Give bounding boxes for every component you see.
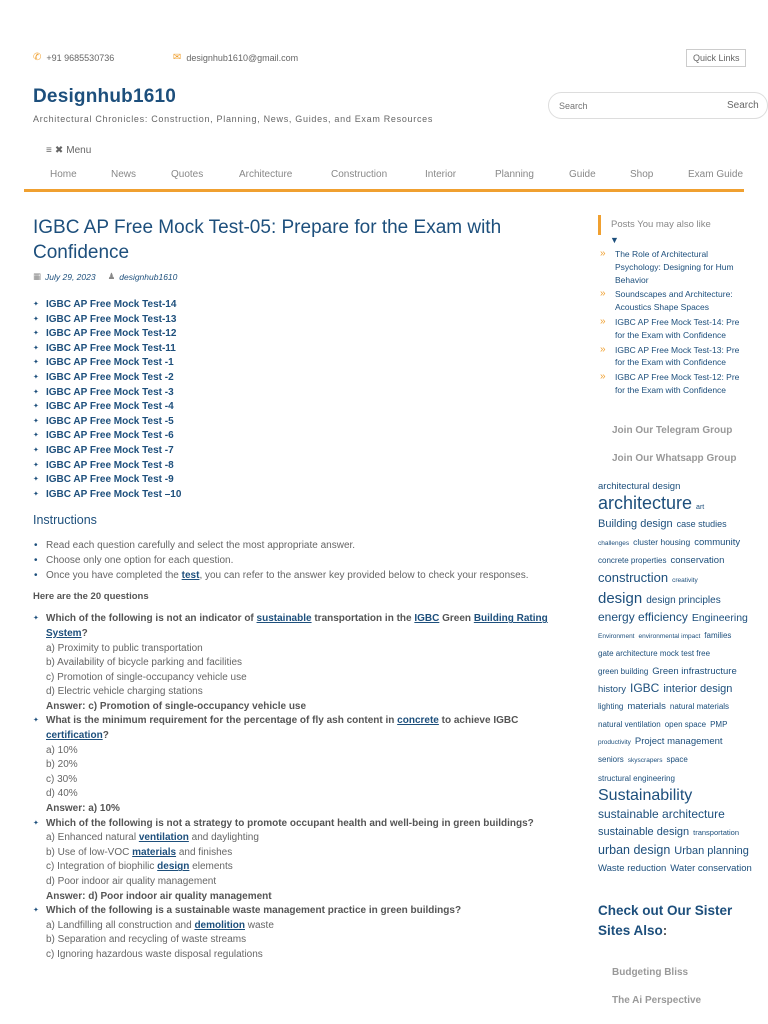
list-item[interactable]: ✦ IGBC AP Free Mock Test-11 — [33, 342, 583, 357]
tag-link[interactable]: Building design — [598, 518, 673, 531]
tag-cloud — [598, 478, 768, 878]
question-text: ✦ What is the minimum requirement for the percentage of fly ash content in concrete to achieve IGBC certification? — [46, 715, 519, 742]
related-post[interactable]: » IGBC AP Free Mock Test-12: Pre for the Exam with Confidence — [598, 371, 768, 397]
option: c) Promotion of single-occupancy vehicle use — [46, 671, 247, 683]
option: a) Enhanced natural ventilation and daylighting — [46, 832, 259, 844]
design-link[interactable]: design — [157, 861, 190, 873]
mail-icon: ✉ — [173, 52, 182, 63]
tag-link[interactable]: concrete properties — [598, 555, 667, 565]
calendar-icon: ▦ — [33, 271, 42, 281]
tag-link[interactable]: community — [694, 536, 741, 548]
question-text: ✦ Which of the following is a sustainable waste management practice in green buildings? — [46, 905, 462, 917]
tag-link[interactable]: construction — [598, 570, 669, 586]
concrete-link[interactable]: concrete — [397, 715, 439, 727]
list-item[interactable]: ✦ IGBC AP Free Mock Test -2 — [33, 371, 583, 386]
tag-link[interactable]: lighting — [598, 702, 624, 712]
post-date[interactable]: July 29, 2023 — [45, 271, 96, 282]
tag-link[interactable]: energy efficiency — [598, 609, 688, 624]
tag-link[interactable]: conservation — [670, 554, 725, 566]
list-item[interactable]: ✦ IGBC AP Free Mock Test-12 — [33, 327, 583, 342]
phone-contact[interactable] — [33, 52, 114, 63]
search-form — [548, 92, 768, 119]
tag-link[interactable]: history — [598, 684, 626, 696]
related-posts-list — [598, 248, 768, 397]
nav-home[interactable]: Home — [50, 169, 77, 180]
related-post[interactable]: » IGBC AP Free Mock Test-13: Pre for the Exam with Confidence — [598, 344, 768, 370]
igbc-link[interactable]: IGBC — [414, 613, 440, 625]
nav-quotes[interactable]: Quotes — [171, 169, 204, 180]
close-icon: ✖ — [54, 145, 64, 156]
tag-link[interactable]: gate architecture mock test free — [598, 649, 711, 659]
tag-link[interactable]: design principles — [646, 594, 721, 606]
tag-link[interactable]: materials — [627, 701, 666, 713]
instruction-item — [33, 568, 583, 583]
instruction-item: • Read each question carefully and select the most appropriate answer. — [33, 538, 583, 553]
tag-link[interactable]: sustainable architecture — [598, 807, 725, 822]
option: b) 20% — [46, 759, 78, 771]
list-item[interactable]: ✦ IGBC AP Free Mock Test -5 — [33, 415, 583, 430]
tag-link[interactable]: Water conservation — [670, 863, 752, 874]
list-item[interactable]: ✦ IGBC AP Free Mock Test-13 — [33, 313, 583, 328]
caret-down-icon: ▼ — [610, 235, 619, 245]
email-address: designhub1610@gmail.com — [186, 52, 299, 63]
top-bar — [33, 52, 744, 66]
tag-link[interactable]: Engineering — [691, 611, 748, 624]
list-item[interactable]: ✦ IGBC AP Free Mock Test –10 — [33, 488, 583, 503]
tag-link[interactable]: transportation — [693, 828, 739, 838]
site-tagline: Architectural Chronicles: Construction, Planning, News, Guides, and Exam Resources — [33, 114, 434, 124]
tag-link[interactable]: Green infrastructure — [652, 665, 737, 677]
tag-link[interactable]: architectural design — [598, 480, 681, 492]
tag-link[interactable]: productivity — [598, 738, 631, 746]
option: b) Availability of bicycle parking and facilities — [46, 657, 243, 669]
list-item[interactable]: ✦ IGBC AP Free Mock Test-14 — [33, 298, 583, 313]
tag-link[interactable]: PMP — [710, 719, 728, 729]
tag-link[interactable]: case studies — [676, 519, 727, 530]
option: a) Landfilling all construction and demolition waste — [46, 919, 274, 931]
option: c) Integration of biophilic design elements — [46, 861, 233, 873]
nav-planning[interactable]: Planning — [495, 169, 534, 180]
tag-link[interactable]: interior design — [663, 683, 733, 696]
list-item[interactable]: ✦ IGBC AP Free Mock Test -9 — [33, 473, 583, 488]
search-button[interactable]: Search — [727, 100, 759, 111]
ai-perspective-link[interactable]: The Ai Perspective — [612, 995, 702, 1007]
nav-shop[interactable]: Shop — [630, 169, 654, 180]
option: b) Use of low-VOC materials and finishes — [46, 846, 233, 858]
answer: Answer: d) Poor indoor air quality management — [46, 890, 272, 902]
tag-link[interactable]: creativity — [672, 577, 698, 585]
building-rating-system-link[interactable]: Building Rating System — [46, 613, 548, 639]
list-item[interactable]: ✦ IGBC AP Free Mock Test -3 — [33, 386, 583, 401]
budgeting-bliss-link[interactable]: Budgeting Bliss — [612, 967, 689, 979]
question-item — [33, 714, 583, 816]
question-item — [33, 612, 583, 714]
tag-link[interactable]: Project management — [634, 735, 723, 747]
option: a) 10% — [46, 744, 78, 756]
questions-intro: Here are the 20 questions — [33, 591, 149, 603]
instructions-list — [33, 538, 583, 583]
related-post[interactable]: » Soundscapes and Architecture: Acoustics Shape Spaces — [598, 288, 768, 314]
demolition-link[interactable]: demolition — [194, 919, 245, 931]
nav-guide[interactable]: Guide — [569, 169, 596, 180]
list-item[interactable]: ✦ IGBC AP Free Mock Test -6 — [33, 429, 583, 444]
menu-label: Menu — [66, 145, 92, 156]
whatsapp-link[interactable]: Join Our Whatsapp Group — [612, 452, 737, 464]
tag-link[interactable]: challenges — [598, 539, 630, 547]
list-item[interactable]: ✦ IGBC AP Free Mock Test -4 — [33, 400, 583, 415]
related-post[interactable]: » The Role of Architectural Psychology: Designing for Hum Behavior — [598, 248, 768, 286]
sidebar — [598, 215, 768, 1015]
article-title: IGBC AP Free Mock Test-05: Prepare for the Exam with Confidence — [33, 217, 502, 263]
question-item — [33, 817, 583, 905]
tag-link[interactable]: Environment — [598, 633, 635, 641]
option: d) Electric vehicle charging stations — [46, 686, 203, 698]
certification-link[interactable]: certification — [46, 730, 103, 742]
test-link[interactable]: test — [181, 570, 200, 582]
main-navigation — [24, 168, 744, 192]
option: b) Separation and recycling of waste streams — [46, 934, 247, 946]
article-meta — [33, 271, 583, 282]
post-author[interactable]: designhub1610 — [119, 271, 178, 282]
tag-link[interactable]: environmental impact — [638, 633, 701, 641]
article — [33, 215, 583, 963]
tag-link[interactable]: open space — [664, 719, 707, 729]
nav-construction[interactable]: Construction — [331, 169, 388, 180]
tag-link[interactable]: skyscrapers — [627, 757, 663, 765]
quick-links-button[interactable]: Quick Links — [686, 49, 746, 67]
nav-exam-guide[interactable]: Exam Guide — [688, 169, 744, 180]
list-item[interactable]: ✦ IGBC AP Free Mock Test -8 — [33, 459, 583, 474]
sister-sites-heading: Check out Our Sister Sites Also: — [598, 903, 733, 939]
option: c) 30% — [46, 773, 78, 785]
nav-interior[interactable]: Interior — [425, 169, 457, 180]
related-post[interactable]: » IGBC AP Free Mock Test-14: Pre for the Exam with Confidence — [598, 316, 768, 342]
instruction-item: • Choose only one option for each question. — [33, 553, 583, 568]
search-input[interactable] — [549, 93, 709, 118]
option: d) Poor indoor air quality management — [46, 876, 217, 887]
phone-number: +91 9685530736 — [46, 52, 115, 63]
list-item[interactable]: ✦ IGBC AP Free Mock Test -1 — [33, 356, 583, 371]
questions-list — [33, 612, 583, 962]
tag-link[interactable]: urban design — [598, 842, 671, 857]
site-branding — [33, 86, 433, 124]
instruction-text: , you can refer to the answer key provided below to check your responses. — [199, 570, 529, 582]
option: c) Ignoring hazardous waste disposal regulations — [46, 948, 263, 960]
list-item[interactable]: ✦ IGBC AP Free Mock Test -7 — [33, 444, 583, 459]
tag-link[interactable]: families — [704, 631, 732, 641]
tag-link[interactable]: seniors — [598, 755, 624, 765]
instructions-heading: Instructions — [33, 513, 97, 528]
phone-icon: ✆ — [33, 52, 42, 63]
instruction-text: Once you have completed the — [46, 570, 182, 582]
ventilation-link[interactable]: ventilation — [138, 832, 189, 844]
nav-architecture[interactable]: Architecture — [239, 169, 293, 180]
nav-news[interactable]: News — [111, 169, 137, 180]
tag-link[interactable]: Urban planning — [674, 844, 749, 857]
option: d) 40% — [46, 788, 78, 800]
option: a) Proximity to public transportation — [46, 642, 203, 654]
tag-link[interactable]: design — [598, 589, 643, 607]
tag-link[interactable]: space — [666, 755, 688, 765]
materials-link[interactable]: materials — [132, 846, 177, 858]
tag-link[interactable]: cluster housing — [633, 536, 691, 547]
answer: Answer: a) 10% — [46, 803, 120, 815]
answer: Answer: c) Promotion of single-occupancy vehicle use — [46, 700, 307, 712]
menu-toggle[interactable] — [46, 145, 91, 156]
email-contact[interactable] — [173, 52, 298, 63]
tag-link[interactable]: architecture — [598, 493, 693, 514]
user-icon: ♟ — [107, 271, 116, 281]
question-item — [33, 904, 583, 962]
posts-widget-title: Posts You may also like — [598, 215, 768, 235]
tag-link[interactable]: natural materials — [669, 702, 730, 712]
tag-link[interactable]: Waste reduction — [598, 863, 667, 874]
mock-test-list — [33, 298, 583, 502]
telegram-link[interactable]: Join Our Telegram Group — [612, 424, 733, 436]
question-text: ✦ Which of the following is not a strategy to promote occupant health and well-being in green buildings? — [46, 817, 534, 829]
site-title[interactable]: Designhub1610 — [33, 86, 177, 107]
tag-link[interactable]: natural ventilation — [598, 719, 661, 729]
sustainable-link[interactable]: sustainable — [256, 613, 312, 625]
tag-link[interactable]: Sustainability — [598, 786, 693, 804]
tag-link[interactable]: green building — [598, 666, 649, 676]
tag-link[interactable]: sustainable design — [598, 826, 690, 839]
question-text: ✦ Which of the following is not an indicator of sustainable transportation in the IGBC Green Building Rating System? — [46, 613, 548, 639]
tag-link[interactable]: structural engineering — [598, 773, 675, 783]
tag-link[interactable]: IGBC — [629, 681, 660, 696]
hamburger-icon: ≡ — [46, 145, 52, 156]
tag-link[interactable]: art — [696, 504, 705, 512]
